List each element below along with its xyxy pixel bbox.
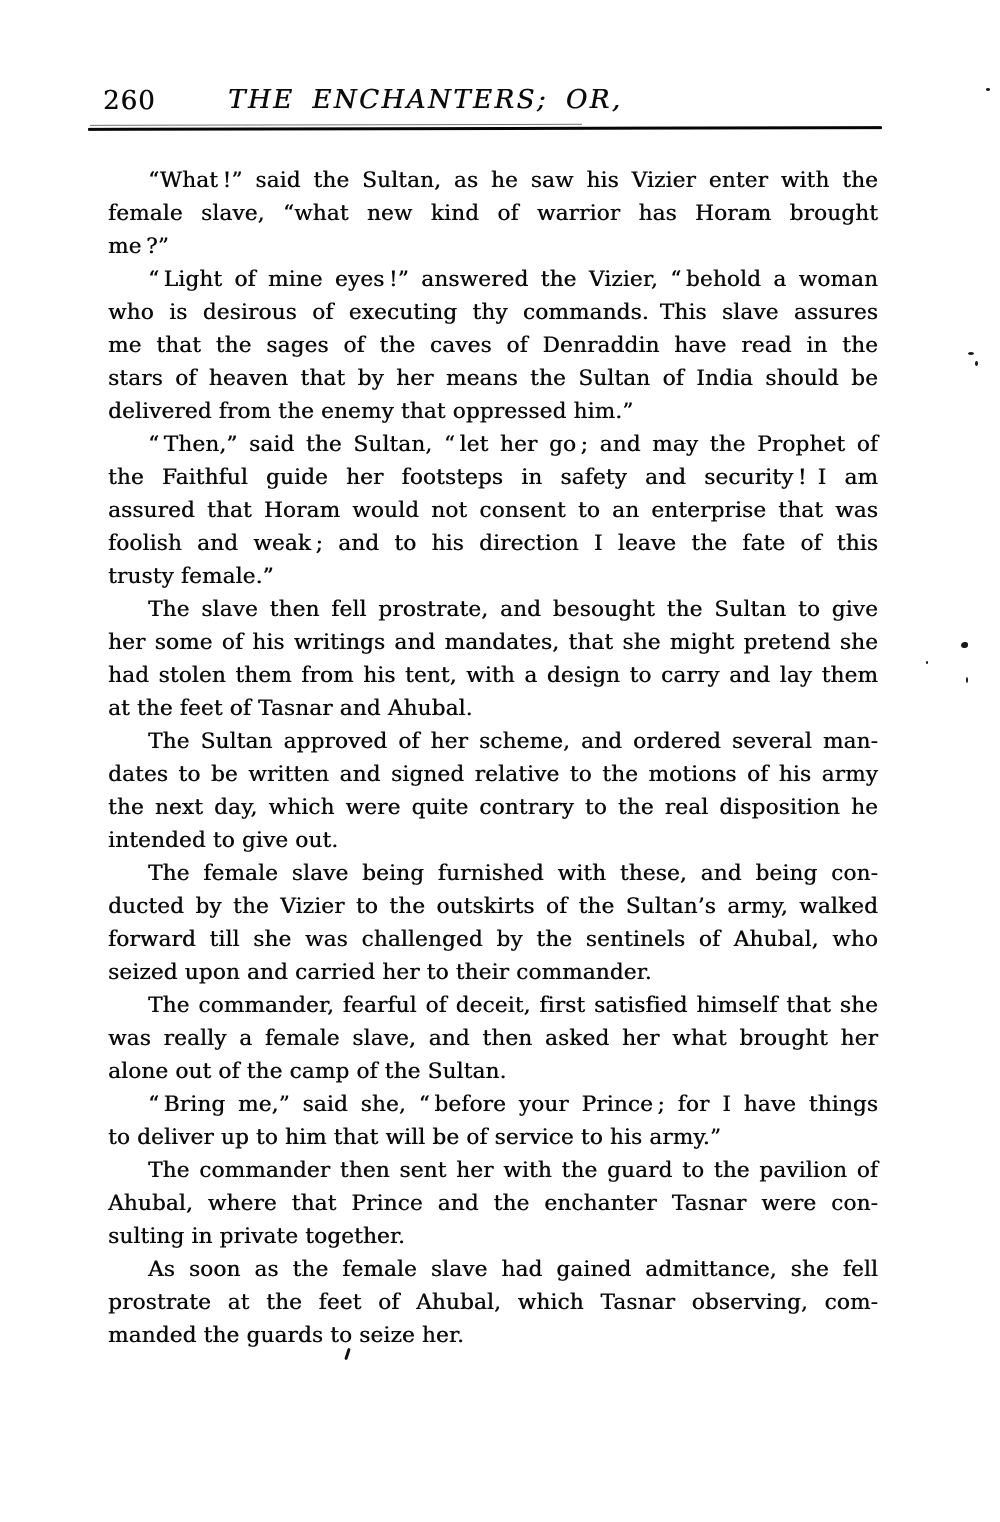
text-line: ducted by the Vizier to the outskirts of the Sultan’s army, walked xyxy=(108,894,878,919)
text-line: foolish and weak ; and to his direction I leave the fate of this xyxy=(108,531,878,556)
scan-artifact xyxy=(961,642,968,648)
text-line: The commander, fearful of deceit, first satisfied himself that she xyxy=(148,993,878,1018)
text-line: The female slave being furnished with these, and being con- xyxy=(148,861,878,886)
header-rule xyxy=(88,126,882,131)
text-line: female slave, “what new kind of warrior has Horam brought xyxy=(108,201,878,226)
text-line: “ Then,” said the Sultan, “ let her go ; and may the Prophet of xyxy=(148,432,878,457)
text-line: dates to be written and signed relative to the motions of his army xyxy=(108,762,878,787)
text-line: me ?” xyxy=(108,234,169,259)
text-line: her some of his writings and mandates, that she might pretend she xyxy=(108,630,878,655)
text-line: forward till she was challenged by the sentinels of Ahubal, who xyxy=(108,927,878,952)
text-line: assured that Horam would not consent to an enterprise that was xyxy=(108,498,878,523)
text-line: the next day, which were quite contrary to the real disposition he xyxy=(108,795,878,820)
text-line: delivered from the enemy that oppressed him.” xyxy=(108,399,634,424)
text-line: The slave then fell prostrate, and besought the Sultan to give xyxy=(148,597,878,622)
text-line: trusty female.” xyxy=(108,564,274,589)
text-line: As soon as the female slave had gained admittance, she fell xyxy=(148,1257,878,1282)
page-number: 260 xyxy=(103,86,156,116)
text-line: had stolen them from his tent, with a design to carry and lay them xyxy=(108,663,878,688)
text-line: me that the sages of the caves of Denraddin have read in the xyxy=(108,333,878,358)
text-line: was really a female slave, and then asked her what brought her xyxy=(108,1026,878,1051)
text-line: The Sultan approved of her scheme, and ordered several man- xyxy=(148,729,878,754)
text-line: “ Light of mine eyes !” answered the Vizier, “ behold a woman xyxy=(148,267,878,292)
text-line: the Faithful guide her footsteps in safety and security ! I am xyxy=(108,465,878,490)
scan-artifact xyxy=(986,88,990,91)
text-line: seized upon and carried her to their commander. xyxy=(108,960,652,985)
text-line: The commander then sent her with the guard to the pavilion of xyxy=(148,1158,878,1183)
text-line: at the feet of Tasnar and Ahubal. xyxy=(108,696,473,721)
text-line: to deliver up to him that will be of service to his army.” xyxy=(108,1125,722,1150)
text-line: sulting in private together. xyxy=(108,1224,405,1249)
scan-artifact xyxy=(975,361,978,366)
text-line: alone out of the camp of the Sultan. xyxy=(108,1059,507,1084)
text-line: who is desirous of executing thy commands. This slave assures xyxy=(108,300,878,325)
body-text xyxy=(108,164,878,1352)
text-line: prostrate at the feet of Ahubal, which Tasnar observing, com- xyxy=(108,1290,878,1315)
text-line: Ahubal, where that Prince and the enchanter Tasnar were con- xyxy=(108,1191,878,1216)
text-line: intended to give out. xyxy=(108,828,339,853)
text-line: “ Bring me,” said she, “ before your Prince ; for I have things xyxy=(148,1092,878,1117)
text-line: manded the guards to seize her. xyxy=(108,1323,464,1348)
scan-artifact xyxy=(966,677,968,683)
text-line: “What !” said the Sultan, as he saw his Vizier enter with the xyxy=(148,168,878,193)
running-title: THE ENCHANTERS; OR, xyxy=(228,85,623,115)
text-line: stars of heaven that by her means the Sultan of India should be xyxy=(108,366,878,391)
scan-artifact xyxy=(968,352,974,355)
scan-artifact xyxy=(926,661,928,664)
